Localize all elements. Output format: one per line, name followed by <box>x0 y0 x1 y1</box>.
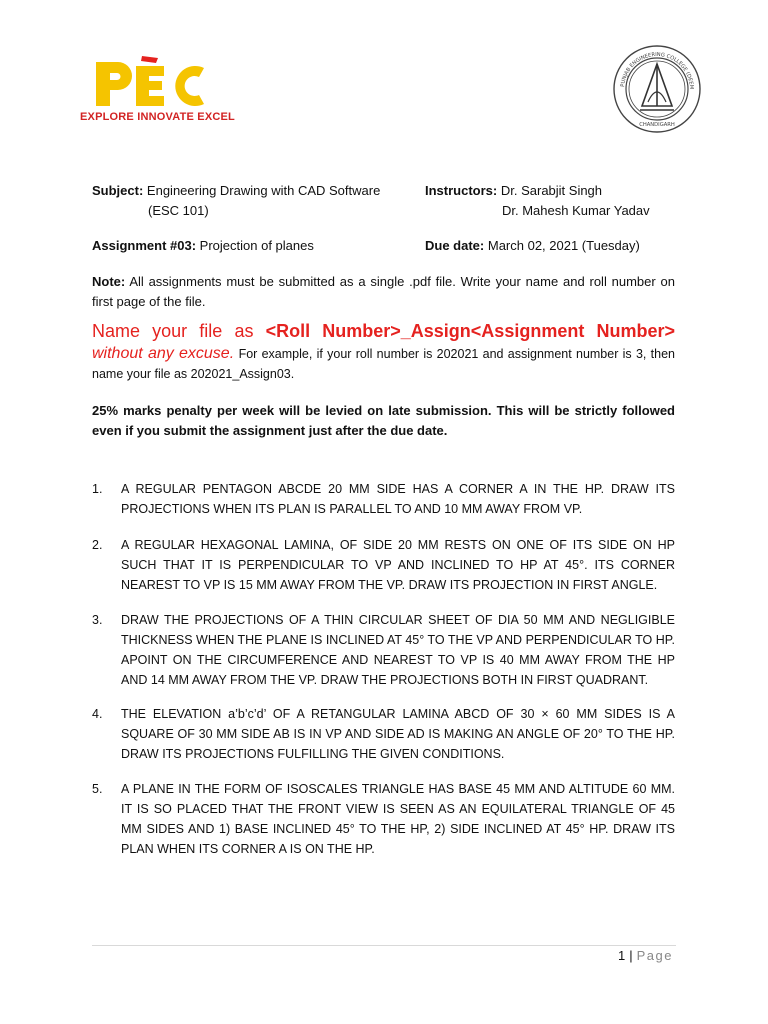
page-word: Page <box>636 948 673 963</box>
tagline: EXPLORE INNOVATE EXCEL <box>80 111 235 123</box>
question-text: DRAW THE PROJECTIONS OF A THIN CIRCULAR SHEET OF DIA 50 MM AND NEGLIGIBLE THICKNESS WHEN THE PLANE IS INCLINED AT 45° TO THE VP AND PERPENDICULAR TO HP. APOINT ON THE CIRCUMFERENCE AND NEAREST TO VP IS 40 MM AWAY FROM THE HP AND 14 MM AWAY FROM THE VP. DRAW THE PROJECTIONS BOTH IN FIRST QUADRANT. <box>121 613 675 687</box>
question-item <box>92 479 675 519</box>
page-number: 1 <box>618 948 626 963</box>
question-text: A REGULAR PENTAGON ABCDE 20 MM SIDE HAS A CORNER A IN THE HP. DRAW ITS PROJECTIONS WHEN ITS PLAN IS PARALLEL TO AND 10 MM AWAY FROM VP. <box>121 482 675 516</box>
due-date-line <box>425 238 640 253</box>
question-number: 3. <box>92 613 103 627</box>
assignment-label: Assignment #03: <box>92 238 197 253</box>
question-item <box>92 535 675 595</box>
subject-value: Engineering Drawing with CAD Software <box>146 183 381 198</box>
instructor-1: Dr. Sarabjit Singh <box>500 183 603 198</box>
instructor-2: Dr. Mahesh Kumar Yadav <box>502 203 650 218</box>
question-list <box>92 479 675 859</box>
page-footer <box>618 948 673 963</box>
naming-prefix: Name your file as <box>92 321 266 341</box>
note-label: Note: <box>92 274 126 289</box>
question-number: 1. <box>92 482 103 496</box>
instructors-line <box>425 183 602 198</box>
assignment-line <box>92 238 314 253</box>
due-value: March 02, 2021 (Tuesday) <box>487 238 640 253</box>
naming-example: For example, if your roll number is 202021 and assignment number is 3, then name your file as 202021_Assign03. <box>92 347 675 381</box>
question-item <box>92 704 675 764</box>
naming-period: . <box>229 345 235 362</box>
note-paragraph <box>92 272 675 312</box>
subject-code: (ESC 101) <box>148 203 209 218</box>
due-label: Due date: <box>425 238 485 253</box>
subject-line <box>92 183 380 198</box>
note-text: All assignments must be submitted as a single .pdf file. Write your name and roll number on first page of the file. <box>92 274 675 309</box>
penalty-paragraph: 25% marks penalty per week will be levied on late submission. This will be strictly followed even if you submit the assignment just after the due date. <box>92 403 675 438</box>
question-text: A PLANE IN THE FORM OF ISOSCALES TRIANGLE HAS BASE 45 MM AND ALTITUDE 60 MM. IT IS SO PLACED THAT THE FRONT VIEW IS SEEN AS AN EQUILATERAL TRIANGLE OF 45 MM SIDES AND 1) BASE INCLINED 45° TO THE HP, 2) SIDE INCLINED AT 45° HP. DRAW ITS PLAN WHEN ITS CORNER A IS ON THE HP. <box>121 782 675 856</box>
question-item <box>92 610 675 690</box>
question-number: 5. <box>92 782 103 796</box>
svg-text:PUNJAB ENGINEERING COLLEGE (DE: PUNJAB ENGINEERING COLLEGE (DEEM <box>620 51 695 90</box>
footer-separator: | <box>629 948 633 963</box>
file-naming-paragraph <box>92 318 675 384</box>
college-seal <box>612 44 702 134</box>
question-text: THE ELEVATION a’b’c’d’ OF A RETANGULAR LAMINA ABCD OF 30 × 60 MM SIDES IS A SQUARE OF 30 MM SIDE AB IS IN VP AND SIDE AD IS MAKING AN ANGLE OF 20° TO THE HP. DRAW ITS PROJECTIONS FULFILLING THE GIVEN CONDITIONS. <box>121 707 675 761</box>
svg-text:CHANDIGARH: CHANDIGARH <box>639 122 675 128</box>
subject-label: Subject: <box>92 183 144 198</box>
question-text: A REGULAR HEXAGONAL LAMINA, OF SIDE 20 MM RESTS ON ONE OF ITS SIDE ON HP SUCH THAT IT IS PERPENDICULAR TO VP AND INCLINED TO HP AT 45°. ITS CORNER NEAREST TO VP IS 15 MM AWAY FROM THE VP. DRAW ITS PROJECTION IN FIRST ANGLE. <box>121 538 675 592</box>
naming-emphasis: without any excuse <box>92 345 230 362</box>
instructors-label: Instructors: <box>425 183 498 198</box>
naming-pattern: <Roll Number>_Assign<Assignment Number> <box>265 321 675 341</box>
assignment-value: Projection of planes <box>199 238 314 253</box>
question-item <box>92 779 675 859</box>
question-number: 4. <box>92 707 103 721</box>
footer-divider <box>92 945 676 946</box>
question-number: 2. <box>92 538 103 552</box>
